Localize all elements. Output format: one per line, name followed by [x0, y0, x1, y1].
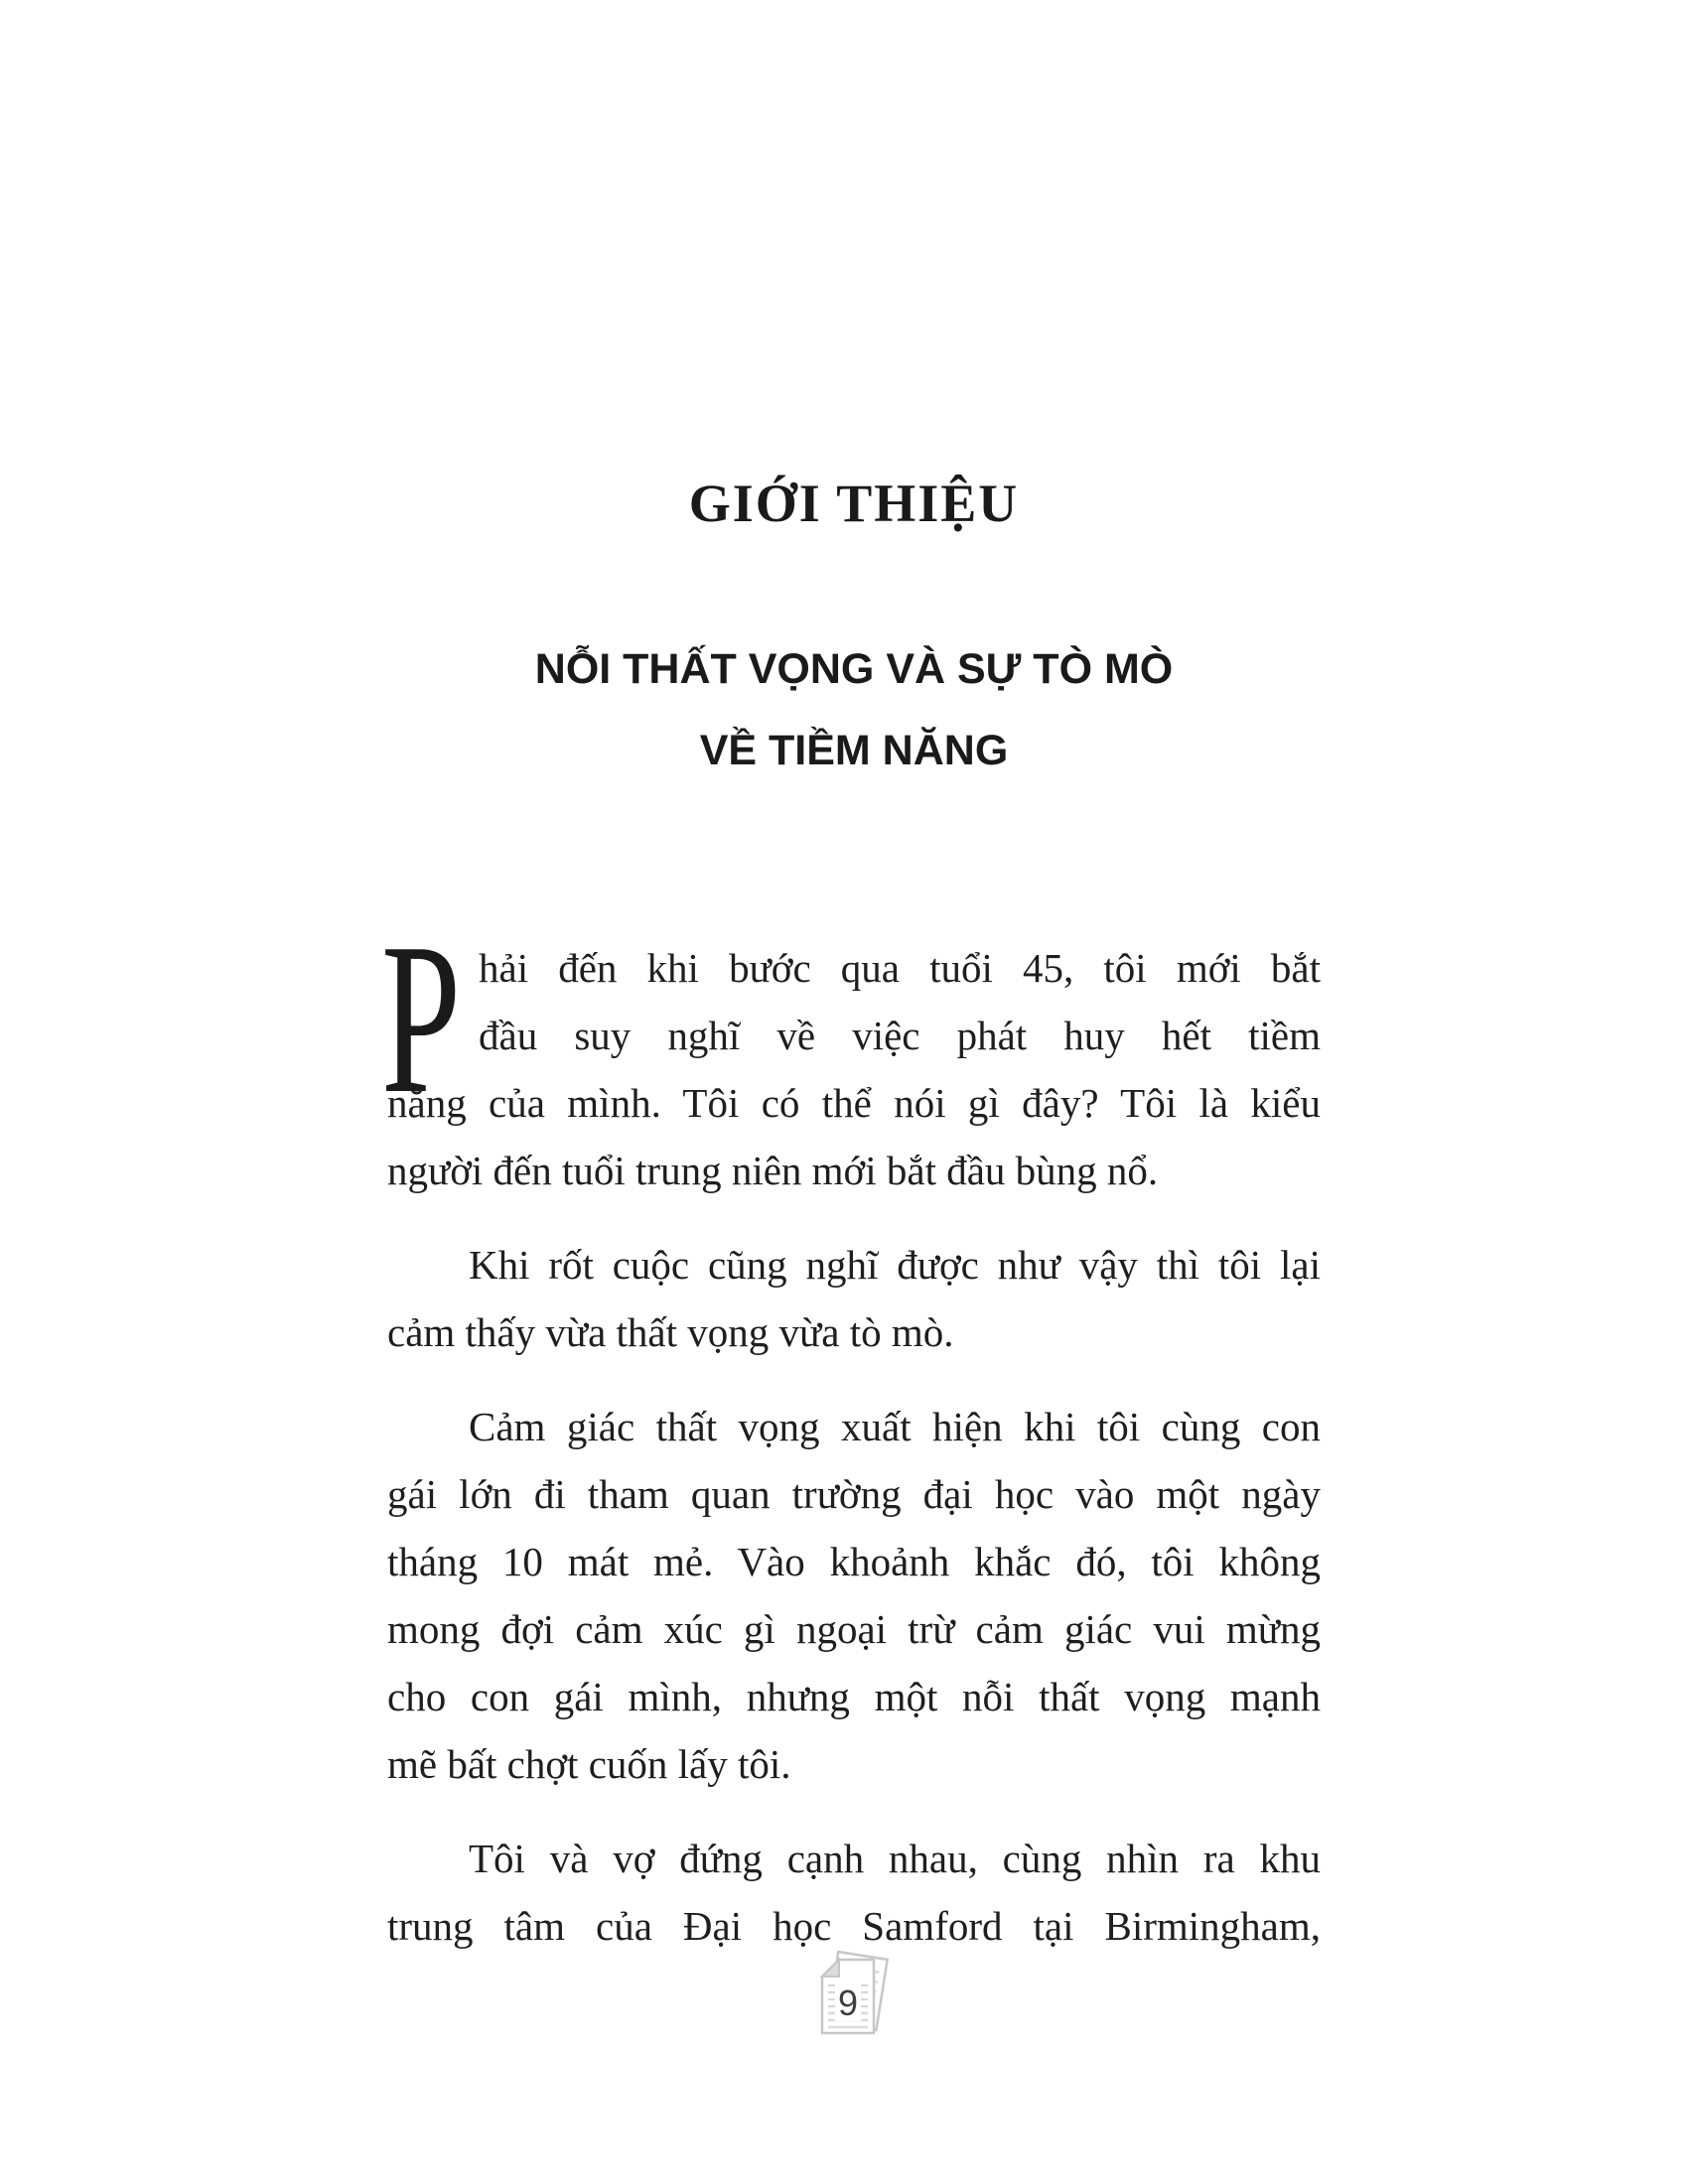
text-line: mẽ bất chợt cuốn lấy tôi.: [387, 1741, 791, 1787]
text-line: Khi rốt cuộc cũng nghĩ được như vậy thì tôi lại: [469, 1242, 1321, 1288]
drop-cap-letter: P: [381, 899, 462, 1139]
paragraph-3: [387, 1393, 1321, 1798]
text-line: cho con gái mình, nhưng một nỗi thất vọng mạnh: [387, 1674, 1321, 1719]
subtitle-line-1: NỖI THẤT VỌNG VÀ SỰ TÒ MÒ: [534, 645, 1174, 693]
text-line: gái lớn đi tham quan trường đại học vào một ngày: [387, 1471, 1321, 1517]
text-line: người đến tuổi trung niên mới bắt đầu bùng nổ.: [387, 1148, 1159, 1193]
text-line: hải đến khi bước qua tuổi 45, tôi mới bắt: [479, 945, 1321, 991]
body-text: [387, 934, 1321, 1960]
chapter-subtitle: [328, 628, 1380, 791]
page-footer: [812, 1948, 896, 2039]
paragraph-2: [387, 1231, 1321, 1366]
text-line: Tôi và vợ đứng cạnh nhau, cùng nhìn ra khu: [469, 1836, 1321, 1881]
text-line: năng của mình. Tôi có thể nói gì đây? Tôi là kiểu: [387, 1080, 1321, 1126]
text-line: mong đợi cảm xúc gì ngoại trừ cảm giác vui mừng: [387, 1606, 1321, 1652]
text-line: đầu suy nghĩ về việc phát huy hết tiềm: [479, 1013, 1321, 1058]
paragraph-1: [387, 934, 1321, 1204]
chapter-title: GIỚI THIỆU: [688, 474, 1020, 533]
paragraph-4: [387, 1825, 1321, 1960]
text-line: cảm thấy vừa thất vọng vừa tò mò.: [387, 1309, 954, 1355]
text-line: tháng 10 mát mẻ. Vào khoảnh khắc đó, tôi không: [387, 1539, 1321, 1584]
text-line: trung tâm của Đại học Samford tại Birmingham,: [387, 1903, 1321, 1949]
text-line: Cảm giác thất vọng xuất hiện khi tôi cùng con: [469, 1404, 1321, 1449]
page-number: 9: [837, 1982, 859, 2023]
subtitle-line-2: VỀ TIỀM NĂNG: [699, 727, 1009, 774]
stacked-pages-icon: [812, 1948, 896, 2039]
